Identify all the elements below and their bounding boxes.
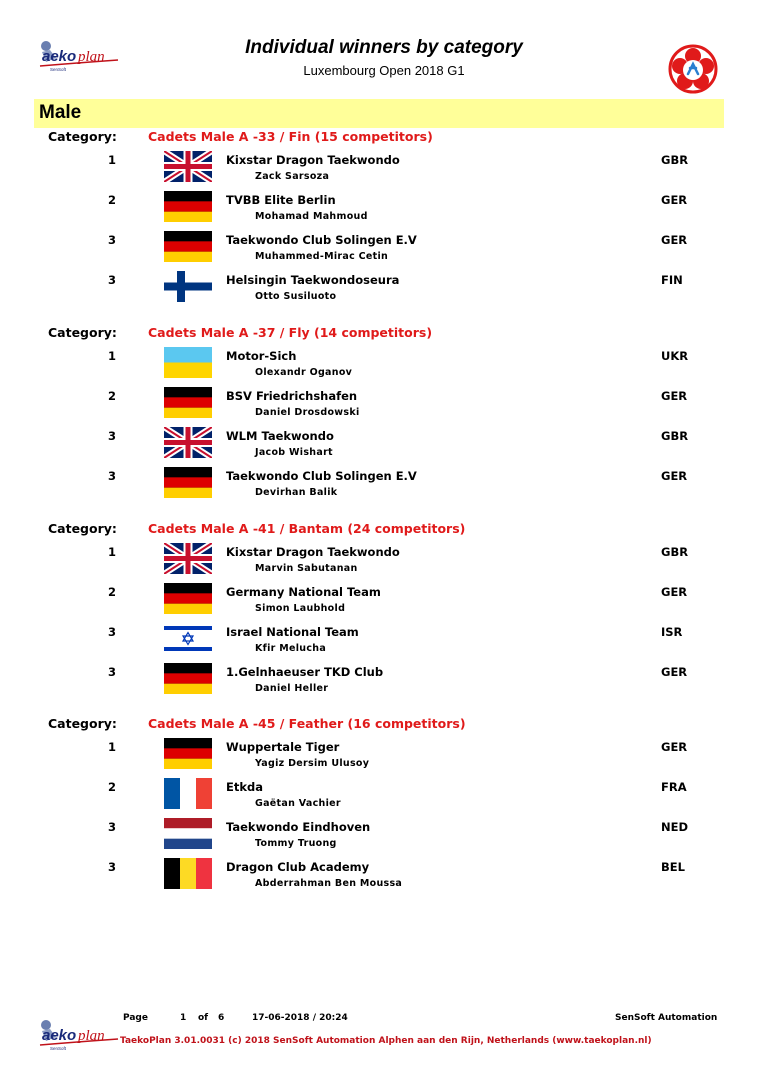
page-total: 6 [218, 1013, 225, 1023]
section-label: Male [39, 102, 82, 123]
category-label: Category: [48, 521, 117, 536]
nation-code: GER [661, 233, 688, 247]
athlete-name: Zack Sarsoza [255, 171, 330, 182]
rank: 1 [107, 740, 116, 754]
rank: 3 [107, 429, 116, 443]
athlete-name: Olexandr Oganov [255, 367, 353, 378]
gbr-flag-icon [164, 427, 212, 458]
category-header [0, 129, 768, 149]
ukr-flag-icon [164, 347, 212, 378]
nation-code: FRA [661, 780, 687, 794]
svg-text:plan: plan [78, 49, 105, 65]
gbr-flag-icon [164, 151, 212, 182]
club-name: Kixstar Dragon Taekwondo [226, 545, 400, 559]
rank: 1 [107, 153, 116, 167]
category-title: Cadets Male A -33 / Fin (15 competitors) [148, 129, 433, 144]
ger-flag-icon [164, 231, 212, 262]
taekoplan-footer-logo [36, 1015, 122, 1051]
rank: 1 [107, 545, 116, 559]
rank: 2 [107, 780, 116, 794]
nation-code: BEL [661, 860, 685, 874]
club-name: Motor-Sich [226, 349, 297, 363]
page-title: Individual winners by category [245, 37, 523, 58]
athlete-name: Abderrahman Ben Moussa [255, 878, 403, 889]
winner-row [0, 469, 768, 507]
winner-row [0, 349, 768, 387]
ger-flag-icon [164, 387, 212, 418]
athlete-name: Daniel Drosdowski [255, 407, 360, 418]
nation-code: NED [661, 820, 689, 834]
winner-row [0, 860, 768, 898]
category-label: Category: [48, 716, 117, 731]
winner-row [0, 820, 768, 858]
club-name: Israel National Team [226, 625, 359, 639]
fin-flag-icon [164, 271, 212, 302]
rank: 3 [107, 233, 116, 247]
rank: 3 [107, 860, 116, 874]
rank: 2 [107, 193, 116, 207]
winner-row [0, 780, 768, 818]
category-title: Cadets Male A -37 / Fly (14 competitors) [148, 325, 433, 340]
bel-flag-icon [164, 858, 212, 889]
company-name: SenSoft Automation [615, 1013, 718, 1023]
category-header [0, 521, 768, 541]
athlete-name: Simon Laubhold [255, 603, 346, 614]
athlete-name: Jacob Wishart [255, 447, 333, 458]
svg-text:aeko: aeko [42, 48, 77, 65]
winner-row [0, 585, 768, 623]
nation-code: GER [661, 665, 688, 679]
category-title: Cadets Male A -45 / Feather (16 competitors) [148, 716, 466, 731]
of-label: of [198, 1013, 209, 1023]
fra-flag-icon [164, 778, 212, 809]
rank: 1 [107, 349, 116, 363]
athlete-name: Muhammed-Mirac Cetin [255, 251, 389, 262]
club-name: TVBB Elite Berlin [226, 193, 336, 207]
nation-code: GER [661, 469, 688, 483]
athlete-name: Mohamad Mahmoud [255, 211, 368, 222]
nation-code: GBR [661, 153, 689, 167]
page-label: Page [123, 1013, 148, 1023]
nation-code: FIN [661, 273, 683, 287]
winner-row [0, 665, 768, 703]
gbr-flag-icon [164, 543, 212, 574]
rank: 2 [107, 389, 116, 403]
winner-row [0, 545, 768, 583]
nation-code: UKR [661, 349, 689, 363]
club-name: Taekwondo Club Solingen E.V [226, 233, 417, 247]
rank: 3 [107, 469, 116, 483]
club-name: Taekwondo Club Solingen E.V [226, 469, 417, 483]
nation-code: GER [661, 585, 688, 599]
ger-flag-icon [164, 738, 212, 769]
winner-row [0, 153, 768, 191]
rank: 2 [107, 585, 116, 599]
nation-code: GER [661, 740, 688, 754]
athlete-name: Yagiz Dersim Ulusoy [255, 758, 370, 769]
category-title: Cadets Male A -41 / Bantam (24 competitors) [148, 521, 466, 536]
ned-flag-icon [164, 818, 212, 849]
nation-code: GBR [661, 429, 689, 443]
nation-code: GER [661, 193, 688, 207]
print-date: 17-06-2018 / 20:24 [252, 1013, 348, 1023]
gender-section-header [34, 99, 724, 128]
winner-row [0, 429, 768, 467]
page-number: 1 [180, 1013, 187, 1023]
category-label: Category: [48, 325, 117, 340]
athlete-name: Marvin Sabutanan [255, 563, 358, 574]
rank: 3 [107, 820, 116, 834]
winner-row [0, 625, 768, 663]
event-name: Luxembourg Open 2018 G1 [303, 63, 465, 78]
club-name: WLM Taekwondo [226, 429, 334, 443]
event-emblem-icon [668, 44, 718, 94]
club-name: Kixstar Dragon Taekwondo [226, 153, 400, 167]
nation-code: GER [661, 389, 688, 403]
svg-text:SenSoft: SenSoft [50, 67, 67, 72]
club-name: Taekwondo Eindhoven [226, 820, 371, 834]
category-header [0, 716, 768, 736]
club-name: Helsingin Taekwondoseura [226, 273, 400, 287]
category-label: Category: [48, 129, 117, 144]
ger-flag-icon [164, 191, 212, 222]
ger-flag-icon [164, 467, 212, 498]
winner-row [0, 233, 768, 271]
nation-code: ISR [661, 625, 683, 639]
athlete-name: Daniel Heller [255, 683, 329, 694]
athlete-name: Otto Susiluoto [255, 291, 337, 302]
svg-text:aeko: aeko [42, 1027, 77, 1044]
athlete-name: Tommy Truong [255, 838, 337, 849]
athlete-name: Kfir Melucha [255, 643, 327, 654]
athlete-name: Gaëtan Vachier [255, 798, 341, 809]
winner-row [0, 740, 768, 778]
club-name: BSV Friedrichshafen [226, 389, 358, 403]
ger-flag-icon [164, 663, 212, 694]
athlete-name: Devirhan Balik [255, 487, 338, 498]
rank: 3 [107, 625, 116, 639]
club-name: 1.Gelnhaeuser TKD Club [226, 665, 384, 679]
club-name: Germany National Team [226, 585, 381, 599]
svg-text:SenSoft: SenSoft [50, 1046, 67, 1051]
category-header [0, 325, 768, 345]
winner-row [0, 193, 768, 231]
club-name: Etkda [226, 780, 263, 794]
copyright-notice: TaekoPlan 3.01.0031 (c) 2018 SenSoft Automation Alphen aan den Rijn, Netherlands (www.taekoplan.nl) [120, 1036, 652, 1046]
ger-flag-icon [164, 583, 212, 614]
rank: 3 [107, 273, 116, 287]
club-name: Wuppertale Tiger [226, 740, 340, 754]
svg-text:plan: plan [78, 1028, 105, 1044]
rank: 3 [107, 665, 116, 679]
winner-row [0, 273, 768, 311]
club-name: Dragon Club Academy [226, 860, 370, 874]
winner-row [0, 389, 768, 427]
nation-code: GBR [661, 545, 689, 559]
isr-flag-icon [164, 623, 212, 654]
